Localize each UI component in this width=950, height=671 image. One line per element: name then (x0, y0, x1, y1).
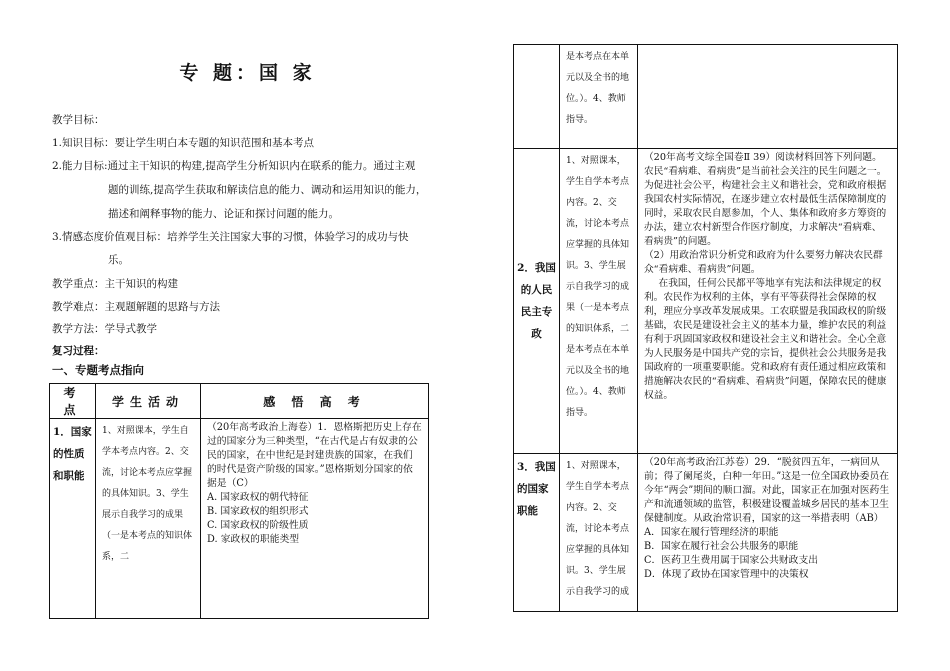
difficulty: 教学难点：主观题解题的思路与方法 (52, 301, 220, 313)
goal-ability-line2: 题的训练,提高学生获取和解读信息的能力、调动和运用知识的能力， (108, 184, 427, 196)
table-row (514, 45, 898, 149)
option-b: B．国家在履行社会公共服务的职能 (644, 541, 799, 552)
topic-cell-empty (514, 45, 560, 149)
goal-ability-line1: 2.能力目标:通过主干知识的构建,提高学生分析知识内在联系的能力。通过主观 (52, 160, 416, 172)
question-cell-empty (638, 45, 898, 149)
goals-heading: 教学目标： (52, 114, 105, 126)
section-heading: 一、专题考点指向 (52, 363, 144, 377)
table-row (514, 149, 898, 454)
option-a: A．国家在履行管理经济的职能 (644, 527, 779, 538)
topic-cell: 3．我国的国家职能 (514, 454, 560, 612)
question-cell (201, 419, 429, 619)
question-cell (638, 149, 898, 454)
question-text: （20年高考政治上海卷）1．恩格斯把历史上存在过的国家分为三种类型，“在古代是占有奴隶的公民的国家，在中世纪是封建贵族的国家，在我们的时代是资产阶级的国家。”恩格斯划分国家的依据是（C） (207, 422, 422, 489)
activity-cell: 1、对照课本，学生自学本考点内容。2、交流，讨论本考点应掌握的具体知识。3、学生展示自我学习的成果（一是本考点的知识体系，二 (96, 419, 201, 619)
option-d: D．体现了政协在国家管理中的决策权 (644, 569, 809, 580)
header-topic: 考 点 (50, 384, 96, 419)
table-row (50, 419, 429, 619)
topic-cell: 1．国家的性质和职能 (50, 419, 96, 619)
goal-attitude-line2: 乐。 (108, 254, 129, 266)
activity-cell: 1、对照课本，学生自学本考点内容。2、交流，讨论本考点应掌握的具体知识。3、学生展示自我学习的成 (560, 454, 638, 612)
topic-cell: 2．我国的人民民主专政 (514, 149, 560, 454)
table-row (514, 454, 898, 612)
review-heading: 复习过程： (52, 345, 105, 357)
option-c: C. 国家政权的阶级性质 (207, 520, 309, 531)
option-d: D. 家政权的职能类型 (207, 534, 300, 545)
option-c: C．医药卫生费用属于国家公共财政支出 (644, 555, 819, 566)
page-title: 专 题：国 家 (179, 62, 316, 84)
question-ask: （2）用政治常识分析党和政府为什么要努力解决农民群众“看病难、看病贵”问题。 (644, 250, 883, 275)
option-a: A. 国家政权的朝代特征 (207, 492, 309, 503)
question-intro: （20年高考文综全国卷Ⅱ 39）阅读材料回答下列问题。 (644, 152, 882, 163)
question-answer: 在我国，任何公民都平等地享有宪法和法律规定的权利。农民作为权利的主体，享有平等获得社会保障的权利，理应分享改革发展成果。工农联盟是我国政权的阶级基础，农民是建设社会主义的基本力量，维护农民的利益有利于巩固国家政权和建设社会主义和谐社会。全心全意为人民服务是中国共产党的宗旨，提供社会公共服务是我国政府的一项重要职能。党和政府有责任通过相应政策和措施解决农民的“看病难、看病贵”问题，保障农民的健康权益。 (644, 278, 887, 401)
teaching-method: 教学方法：学导式教学 (52, 323, 157, 335)
header-gaokao: 感 悟 高 考 (201, 384, 429, 419)
activity-cell: 1、对照课本，学生自学本考点内容。2、交流，讨论本考点应掌握的具体知识。3、学生展示自我学习的成果（一是本考点的知识体系，二是本考点在本单元以及全书的地位。）。4、教师指导。 (560, 149, 638, 454)
goal-knowledge: 1.知识目标：要让学生明白本专题的知识范围和基本考点 (52, 137, 315, 149)
goal-attitude-line1: 3.情感态度价值观目标：培养学生关注国家大事的习惯，体验学习的成功与快 (52, 231, 409, 243)
question-material: 农民“看病难、看病贵”是当前社会关注的民生问题之一。为促进社会公平，构建社会主义和谐社会，党和政府根据我国农村实际情况，在逐步建立农村最低生活保障制度的同时，采取农民自愿参加，个人、集体和政府多方筹资的办法，建立农村新型合作医疗制度，力求解决“看病难、看病贵”的问题。 (644, 166, 887, 247)
left-table (49, 383, 429, 619)
header-activity: 学生活动 (96, 384, 201, 419)
activity-cell: 是本考点在本单元以及全书的地位。）。4、教师指导。 (560, 45, 638, 149)
question-text: （20年高考政治江苏卷）29．“脱贫四五年，一病回从前；得了阑尾炎，白种一年田。”这是一位全国政协委员在今年“两会”期间的顺口溜。对此，国家正在加强对医药生产和流通领域的监管，积极建设覆盖城乡居民的基本卫生保健制度。从政治常识看，国家的这一举措表明（AB） (644, 457, 890, 524)
option-b: B. 国家政权的组织形式 (207, 506, 309, 517)
key-point: 教学重点：主干知识的构建 (52, 278, 178, 290)
goal-ability-line3: 描述和阐释事物的能力、论证和探讨问题的能力。 (108, 208, 339, 220)
question-cell (638, 454, 898, 612)
right-table (513, 44, 898, 612)
